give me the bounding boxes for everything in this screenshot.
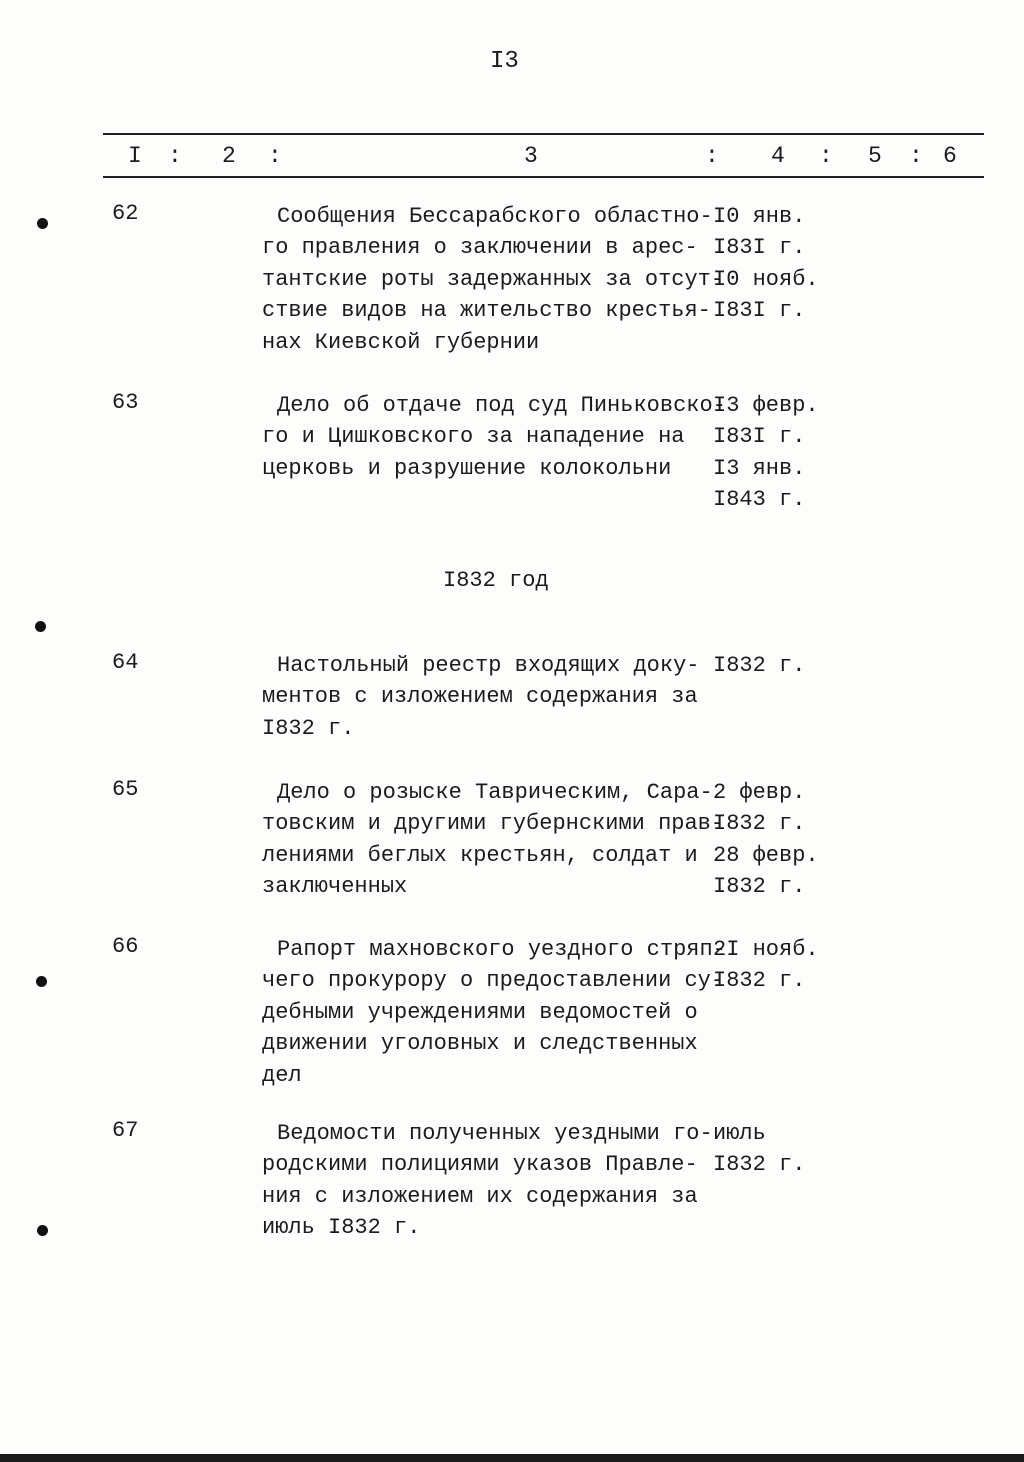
description-line: дебными учреждениями ведомостей о [262, 999, 698, 1025]
column-separator: : [168, 143, 182, 169]
description-line: го и Цишковского за нападение на [262, 424, 685, 450]
row-description [262, 777, 725, 903]
row-number: 63 [112, 390, 139, 415]
description-line: Ведомости полученных уездными го- [277, 1121, 713, 1146]
description-line: Рапорт махновского уездного стряп- [277, 937, 726, 962]
date-line: I3 янв. [713, 455, 806, 481]
date-line: I0 нояб. [713, 266, 819, 292]
description-line: дел [262, 1062, 302, 1088]
description-line: ментов с изложением содержания за [262, 684, 698, 710]
row-dates [713, 390, 819, 516]
punch-hole [37, 218, 48, 229]
date-line: 28 февр. [713, 842, 819, 868]
table-header-top-rule [103, 133, 984, 135]
punch-hole [36, 976, 47, 987]
description-line: движении уголовных и следственных [262, 1031, 698, 1057]
column-5-header: 5 [868, 143, 882, 169]
row-description [262, 650, 722, 744]
column-2-header: 2 [222, 143, 236, 169]
description-line: чего прокурору о предоставлении су- [262, 968, 725, 994]
column-separator: : [819, 143, 833, 169]
row-description [262, 390, 726, 484]
column-3-header: 3 [524, 143, 538, 169]
date-line: I832 г. [713, 968, 806, 994]
description-line: Сообщения Бессарабского областно- [277, 204, 713, 229]
scan-bottom-edge [0, 1454, 1024, 1462]
date-line: 2 февр. [713, 780, 806, 805]
date-line: I83I г. [713, 298, 806, 324]
table-header-bottom-rule [103, 176, 984, 178]
row-number: 64 [112, 650, 139, 675]
description-line: товским и другими губернскими прав- [262, 811, 725, 837]
description-line: родскими полициями указов Правле- [262, 1152, 698, 1178]
date-line: июль [713, 1121, 766, 1146]
column-1-header: I [128, 143, 142, 169]
description-line: Дело о розыске Таврическим, Сара- [277, 780, 713, 805]
row-number: 62 [112, 201, 139, 226]
description-line: лениями беглых крестьян, солдат и [262, 842, 698, 868]
row-dates [713, 201, 819, 327]
row-description [262, 1118, 722, 1244]
row-number: 66 [112, 934, 139, 959]
date-line: I0 янв. [713, 204, 806, 229]
date-line: I832 г. [713, 874, 806, 900]
date-line: I3 февр. [713, 393, 819, 418]
description-line: ствие видов на жительство крестья- [262, 298, 711, 324]
column-separator: : [705, 143, 719, 169]
year-heading: I832 год [443, 568, 549, 593]
description-line: ния с изложением их содержания за [262, 1183, 698, 1209]
row-number: 67 [112, 1118, 139, 1143]
column-6-header: 6 [943, 143, 957, 169]
punch-hole [35, 621, 46, 632]
row-dates [713, 934, 819, 997]
row-dates [713, 777, 819, 903]
date-line: I832 г. [713, 1152, 806, 1178]
date-line: 2I нояб. [713, 937, 819, 962]
column-4-header: 4 [771, 143, 785, 169]
punch-hole [37, 1225, 48, 1236]
description-line: церковь и разрушение колокольни [262, 455, 672, 481]
column-separator: : [268, 143, 282, 169]
row-dates [713, 1118, 805, 1181]
description-line: го правления о заключении в арес- [262, 235, 698, 261]
date-line: I843 г. [713, 487, 806, 513]
description-line: нах Киевской губернии [262, 329, 540, 355]
description-line: тантские роты задержанных за отсут- [262, 266, 725, 292]
column-separator: : [909, 143, 923, 169]
date-line: I83I г. [713, 424, 806, 450]
description-line: заключенных [262, 874, 408, 900]
description-line: Дело об отдаче под суд Пиньковско- [277, 393, 726, 418]
description-line: Настольный реестр входящих доку- [277, 653, 700, 678]
row-description [262, 201, 725, 358]
date-line: I832 г. [713, 811, 806, 837]
row-dates [713, 650, 805, 681]
date-line: I832 г. [713, 653, 806, 678]
row-description [262, 934, 726, 1091]
page-number: I3 [490, 48, 519, 75]
description-line: I832 г. [262, 715, 355, 741]
row-number: 65 [112, 777, 139, 802]
description-line: июль I832 г. [262, 1215, 421, 1241]
date-line: I83I г. [713, 235, 806, 261]
